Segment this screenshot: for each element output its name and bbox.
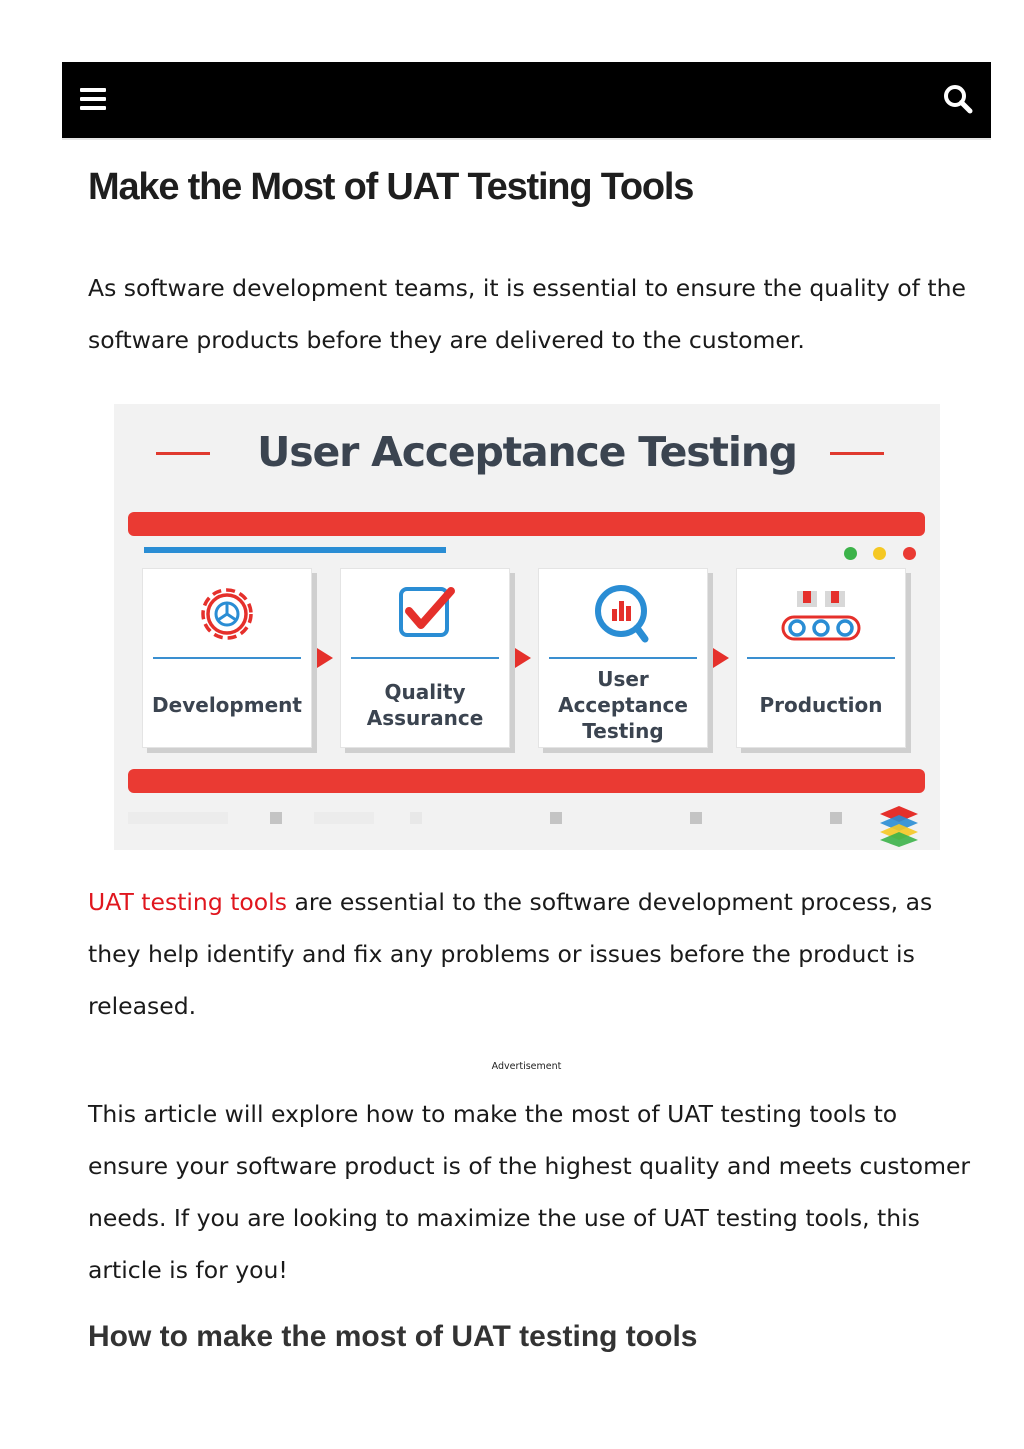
paragraph-text: are essential to the software development process, as they help identify and fix any problems or issues before the product is released.: [88, 888, 933, 1020]
card-divider: [549, 657, 697, 659]
yellow-dot: [873, 547, 886, 560]
top-red-bar: [128, 512, 925, 536]
uat-infographic: [114, 404, 940, 850]
article-title: Make the Most of UAT Testing Tools: [88, 166, 694, 208]
stage-label: Production: [759, 693, 883, 717]
footer-tick: [690, 812, 702, 824]
stage-label: Quality Assurance: [366, 680, 484, 730]
stage-card-quality-assurance: [340, 568, 510, 748]
stage-arrow: [317, 648, 333, 668]
footer-bar: [128, 812, 228, 824]
hamburger-menu-icon[interactable]: [80, 88, 108, 112]
stage-card-production: [736, 568, 906, 748]
bottom-red-bar: [128, 769, 925, 793]
search-icon[interactable]: [943, 84, 973, 114]
stage-arrow: [713, 648, 729, 668]
uat-tools-paragraph: [88, 876, 978, 1032]
footer-bar: [314, 812, 374, 824]
footer-tick: [830, 812, 842, 824]
top-nav-bar: [62, 62, 991, 138]
card-divider: [747, 657, 895, 659]
progress-blue-bar: [144, 547, 446, 553]
stage-label: User Acceptance Testing: [558, 667, 688, 743]
red-dot: [903, 547, 916, 560]
uat-testing-tools-link[interactable]: UAT testing tools: [88, 888, 287, 916]
footer-tick: [550, 812, 562, 824]
gear-icon: [187, 579, 267, 649]
green-dot: [844, 547, 857, 560]
checkbox-icon: [385, 579, 465, 649]
article-explore-paragraph: This article will explore how to make the most of UAT testing tools to ensure your software product is of the highest quality and meets customer needs. If you are looking to maximize the use of UAT testing tools, this article is for you!: [88, 1100, 971, 1284]
stage-arrow: [515, 648, 531, 668]
conveyor-icon: [781, 579, 861, 649]
card-divider: [153, 657, 301, 659]
intro-paragraph: As software development teams, it is essential to ensure the quality of the software products before they are delivered to the customer.: [88, 274, 966, 354]
footer-tick: [270, 812, 282, 824]
stage-card-user-acceptance-testing: [538, 568, 708, 748]
title-dash-right: [830, 452, 884, 455]
section-heading: How to make the most of UAT testing tools: [88, 1320, 698, 1353]
infographic-title: User Acceptance Testing: [257, 428, 797, 476]
magnifier-chart-icon: [583, 579, 663, 649]
card-divider: [351, 657, 499, 659]
advertisement-label: Advertisement: [491, 1061, 562, 1072]
footer-tick: [410, 812, 422, 824]
layers-icon: [876, 802, 922, 848]
stage-card-development: [142, 568, 312, 748]
stage-label: Development: [152, 693, 302, 717]
